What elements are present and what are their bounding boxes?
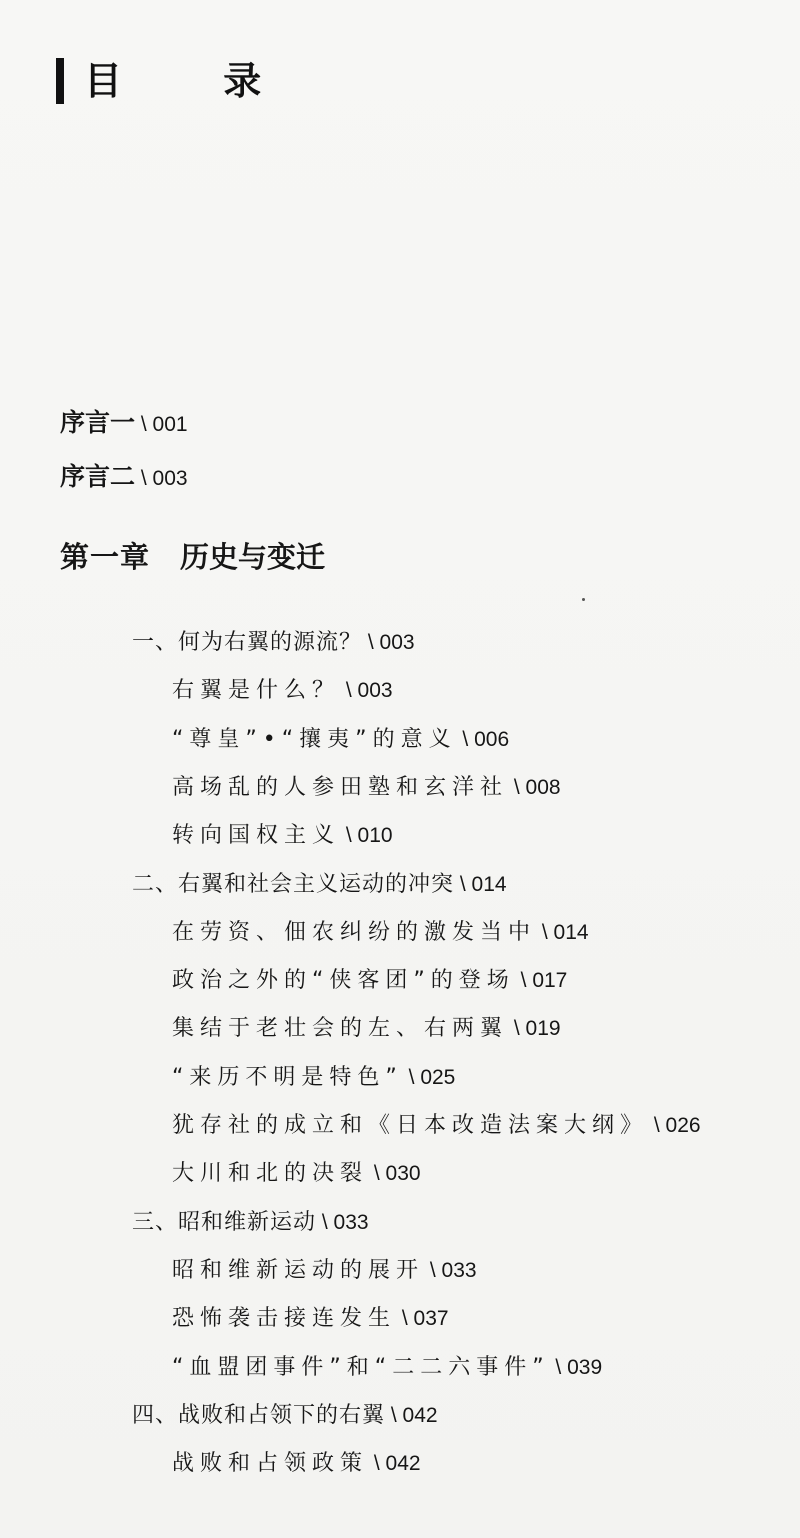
toc-subentry[interactable] [172, 1067, 455, 1089]
entry-separator: \ [396, 1307, 414, 1330]
toc-heading [56, 56, 305, 106]
entry-title: 右翼是什么？ [172, 678, 341, 703]
entry-separator: \ [402, 1066, 421, 1089]
entry-title: 二、右翼和社会主义运动的冲突 [132, 872, 455, 897]
page-number: 033 [441, 1259, 477, 1282]
toc-subentry[interactable] [172, 970, 567, 992]
entry-title: 恐怖袭击接连发生 [172, 1306, 397, 1331]
entry-title: 昭和维新运动的展开 [172, 1258, 425, 1283]
entry-title: 集结于老壮会的左、右两翼 [172, 1016, 509, 1041]
entry-separator: \ [368, 1452, 386, 1475]
entry-separator: \ [508, 776, 526, 799]
chapter-number: 第一章 [60, 540, 151, 574]
entry-title: “血盟团事件”和“二二六事件” [172, 1355, 550, 1380]
page-number: 042 [385, 1452, 421, 1475]
preface-label: 序言二 [60, 462, 136, 491]
toc-subentry[interactable] [172, 922, 589, 944]
page-number: 019 [525, 1017, 561, 1040]
toc-heading-text: 目 录 [84, 59, 306, 103]
entry-separator: \ [316, 1211, 334, 1234]
page-number: 014 [471, 873, 507, 896]
page-number: 039 [567, 1356, 603, 1379]
preface-entry-1[interactable] [60, 410, 188, 435]
heading-bar [56, 58, 64, 104]
entry-title: 政治之外的“侠客团”的登场 [172, 968, 515, 993]
toc-subentry[interactable] [172, 680, 393, 702]
page-number: 017 [532, 969, 568, 992]
entry-title: 转向国权主义 [172, 823, 341, 848]
toc-subentry[interactable] [172, 777, 561, 799]
toc-subentry[interactable] [172, 1260, 477, 1282]
entry-separator: \ [135, 413, 153, 436]
page-number: 030 [385, 1162, 421, 1185]
toc-subentry[interactable] [172, 1018, 561, 1040]
entry-separator: \ [340, 679, 358, 702]
chapter-heading[interactable] [60, 540, 326, 574]
entry-separator: \ [424, 1259, 442, 1282]
entry-title: 一、何为右翼的源流？ [132, 630, 363, 655]
page-number: 003 [379, 631, 415, 654]
toc-subentry[interactable] [172, 1115, 701, 1137]
entry-separator: \ [456, 728, 475, 751]
chapter-title: 历史与变迁 [180, 540, 326, 574]
toc-subentry[interactable] [172, 1453, 421, 1475]
entry-title: “尊皇”•“攘夷”的意义 [172, 727, 457, 752]
toc-subentry[interactable] [172, 825, 393, 847]
page-number: 006 [474, 728, 510, 751]
entry-separator: \ [536, 921, 554, 944]
entry-title: 战败和占领政策 [172, 1451, 369, 1476]
toc-subentry[interactable] [172, 1308, 449, 1330]
page-number: 008 [525, 776, 561, 799]
page-number: 026 [665, 1114, 701, 1137]
entry-title: 四、战败和占领下的右翼 [132, 1403, 386, 1428]
entry-separator: \ [454, 873, 472, 896]
entry-title: 三、昭和维新运动 [132, 1210, 317, 1235]
entry-title: 犹存社的成立和《日本改造法案大纲》 [172, 1113, 649, 1138]
entry-separator: \ [648, 1114, 666, 1137]
preface-entry-2[interactable] [60, 464, 188, 489]
toc-section-entry[interactable] [132, 1405, 438, 1427]
entry-title: 高场乱的人参田塾和玄洋社 [172, 775, 509, 800]
entry-title: 在劳资、佃农纠纷的激发当中 [172, 920, 537, 945]
entry-title: “来历不明是特色” [172, 1065, 403, 1090]
entry-separator: \ [135, 467, 153, 490]
page-number: 003 [152, 467, 188, 490]
toc-subentry[interactable] [172, 1357, 602, 1379]
page-number: 001 [152, 413, 188, 436]
toc-section-entry[interactable] [132, 1212, 369, 1234]
toc-subentry[interactable] [172, 1163, 421, 1185]
entry-title: 大川和北的决裂 [172, 1161, 369, 1186]
entry-separator: \ [514, 969, 533, 992]
page-number: 033 [333, 1211, 369, 1234]
entry-separator: \ [508, 1017, 526, 1040]
page-number: 010 [357, 824, 393, 847]
page-number: 037 [413, 1307, 449, 1330]
page-number: 014 [553, 921, 589, 944]
toc-section-entry[interactable] [132, 874, 507, 896]
entry-separator: \ [549, 1356, 568, 1379]
page-number: 042 [402, 1404, 438, 1427]
toc-section-entry[interactable] [132, 632, 415, 654]
paper-speck [582, 598, 585, 601]
entry-separator: \ [368, 1162, 386, 1185]
entry-separator: \ [340, 824, 358, 847]
entry-separator: \ [362, 631, 380, 654]
toc-subentry[interactable] [172, 729, 509, 751]
page-number: 025 [420, 1066, 456, 1089]
preface-label: 序言一 [60, 408, 136, 437]
entry-separator: \ [385, 1404, 403, 1427]
page-number: 003 [357, 679, 393, 702]
